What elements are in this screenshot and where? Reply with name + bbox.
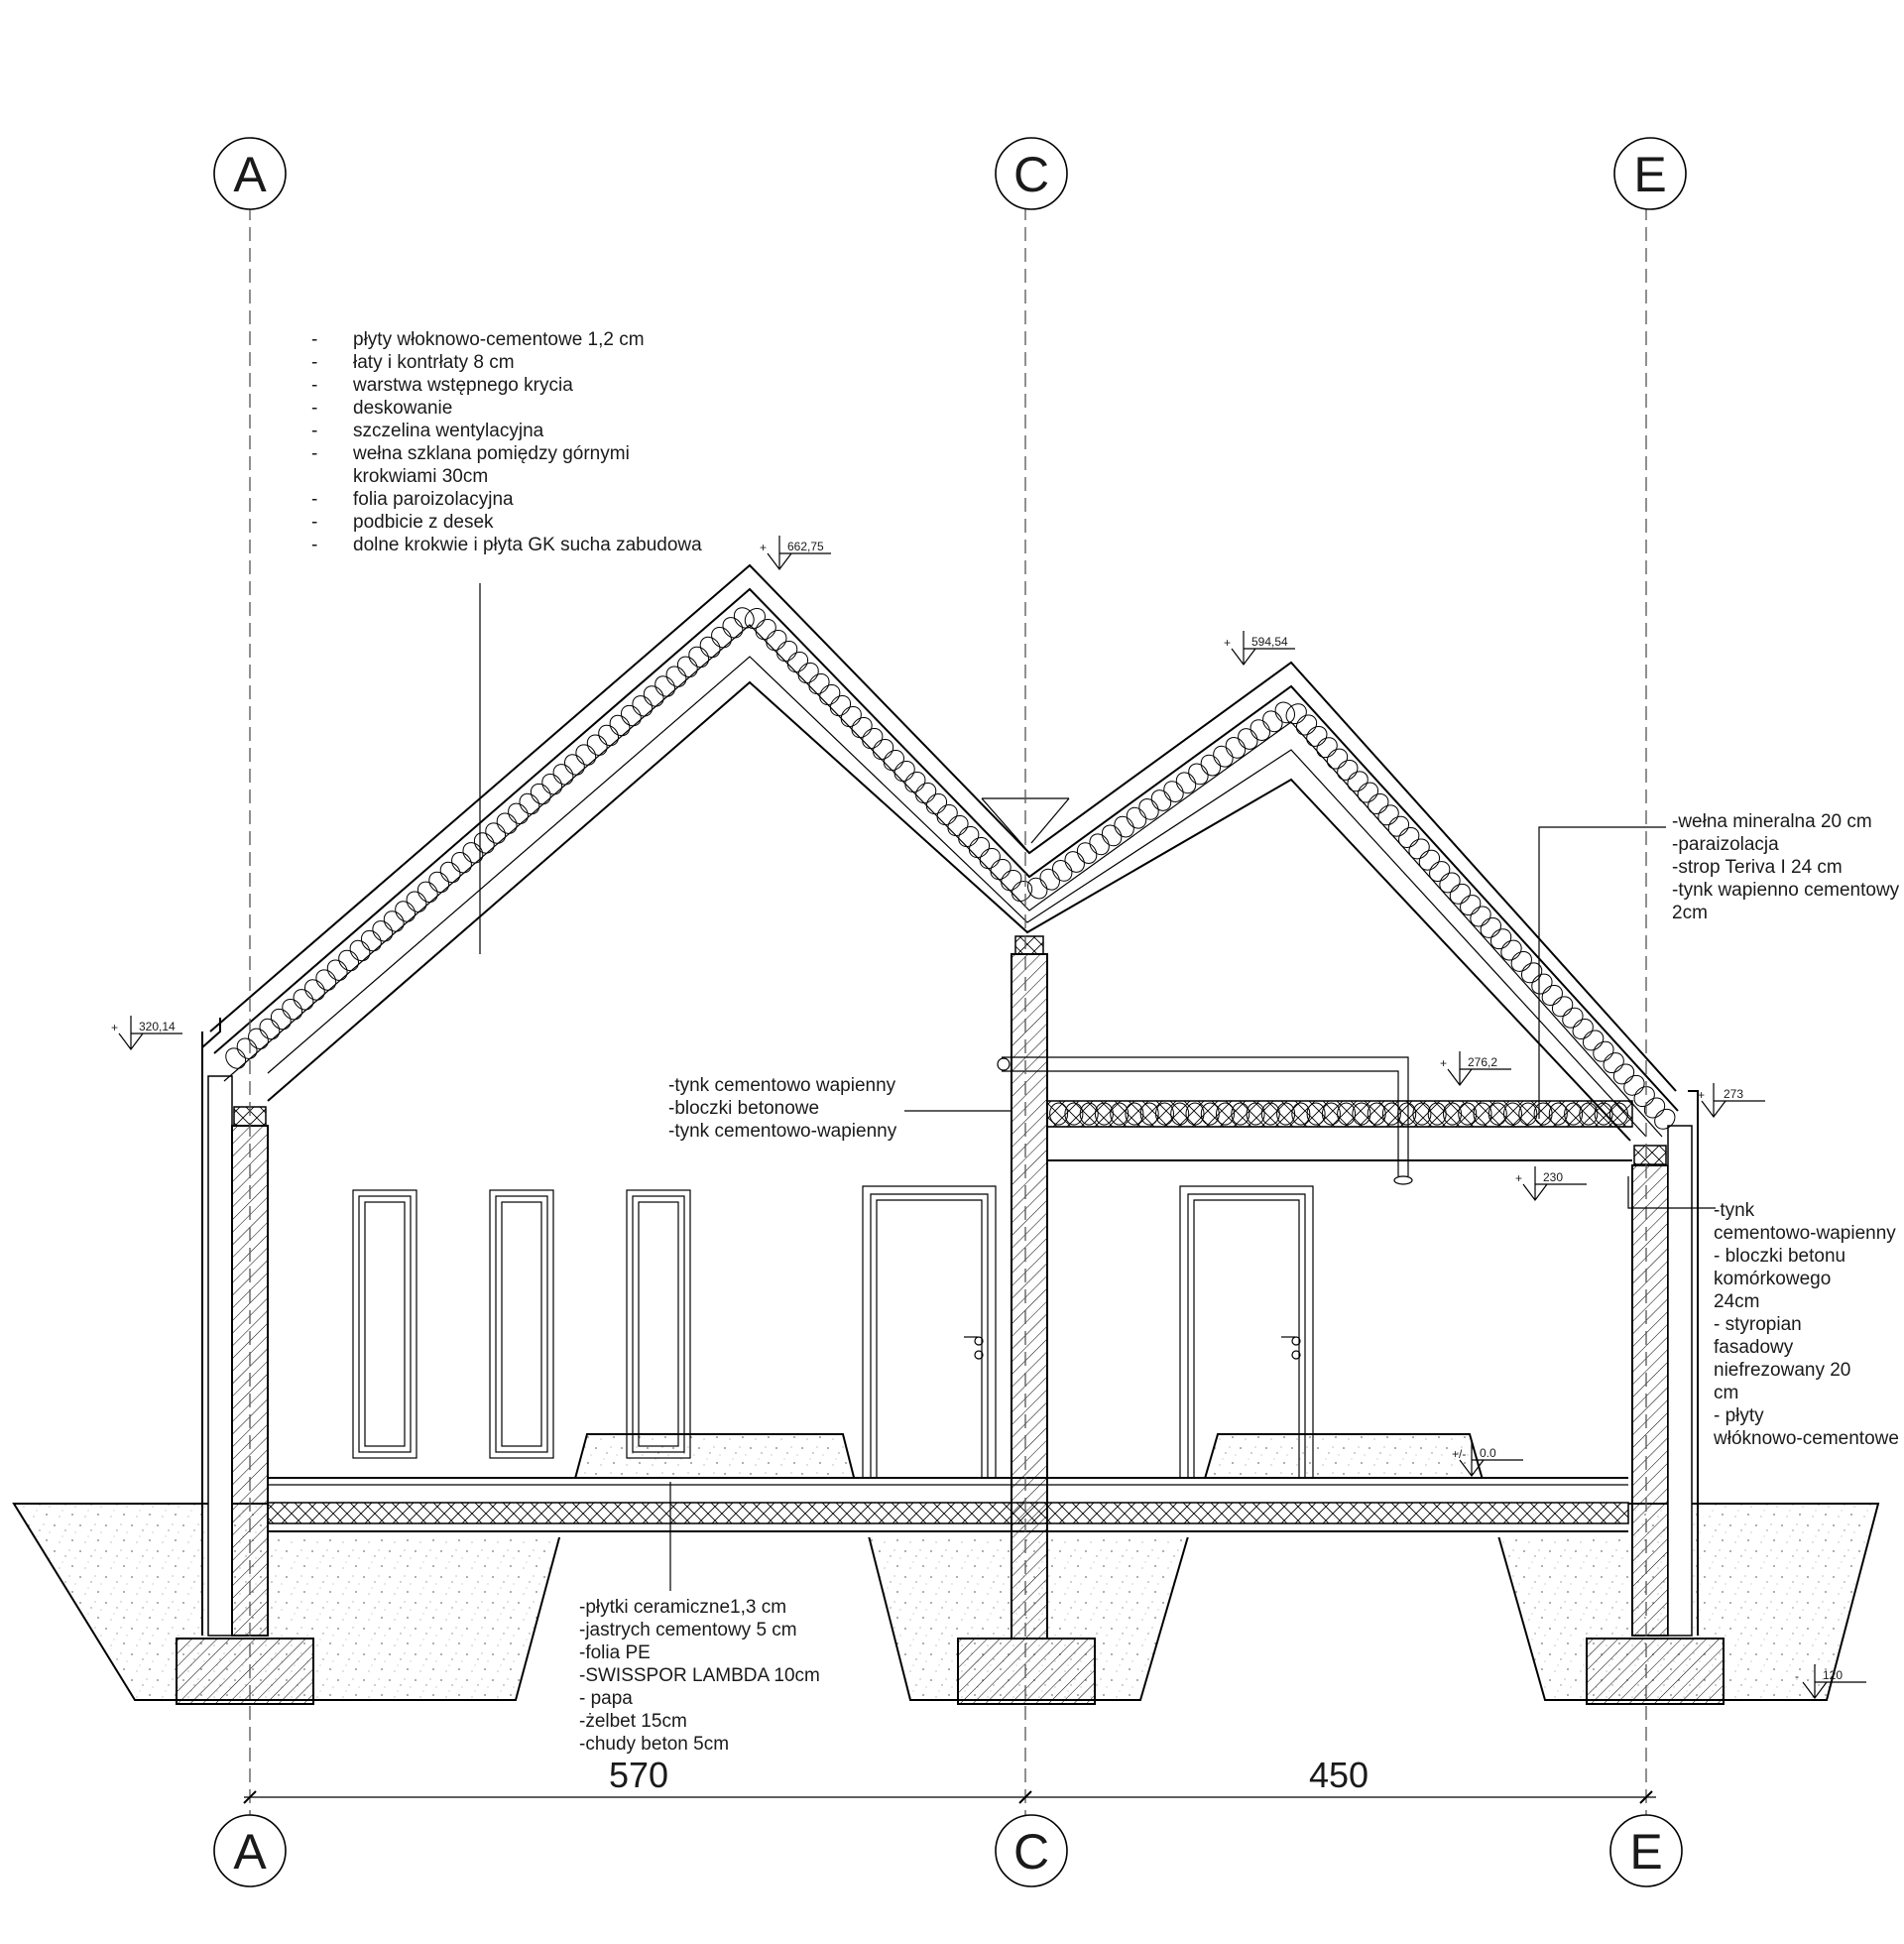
axis-label: A	[233, 147, 267, 202]
insulation-loop	[965, 833, 993, 861]
svg-text:-tynk cementowo-wapienny: -tynk cementowo-wapienny	[668, 1121, 897, 1142]
svg-text:-: -	[311, 535, 318, 555]
window-1	[353, 1190, 416, 1458]
svg-text:320,14: 320,14	[139, 1020, 176, 1033]
roof-left	[210, 565, 1678, 1141]
svg-text:0.0: 0.0	[1480, 1446, 1496, 1460]
svg-text:fasadowy: fasadowy	[1714, 1337, 1794, 1358]
svg-text:+: +	[1515, 1171, 1523, 1185]
insulation-loop	[869, 735, 896, 763]
footing-e	[1587, 1639, 1724, 1704]
insulation-loop	[1569, 1015, 1597, 1042]
svg-text:+: +	[760, 541, 768, 554]
svg-text:cm: cm	[1714, 1383, 1739, 1403]
insulation-loop	[891, 757, 918, 785]
insulation-loop	[944, 811, 972, 839]
insulation-loop	[1590, 1037, 1617, 1065]
insulation-loop	[1507, 947, 1535, 975]
axis-bubble-c-top	[996, 138, 1067, 209]
svg-text:273: 273	[1724, 1087, 1744, 1101]
wall-left-insulation	[208, 1076, 232, 1636]
svg-text:dolne krokwie i płyta GK sucha: dolne krokwie i płyta GK sucha zabudowa	[353, 535, 702, 555]
svg-text:594,54: 594,54	[1251, 635, 1288, 649]
svg-text:-tynk wapienno cementowy: -tynk wapienno cementowy	[1672, 880, 1900, 901]
insulation-loop	[922, 790, 950, 817]
svg-text:-: -	[311, 398, 318, 419]
svg-text:24cm: 24cm	[1714, 1291, 1760, 1312]
note-roof	[311, 329, 702, 555]
insulation-loop	[976, 844, 1004, 872]
level-marker	[111, 1016, 182, 1049]
svg-text:-SWISSPOR LAMBDA 10cm: -SWISSPOR LAMBDA 10cm	[579, 1665, 820, 1686]
svg-text:-żelbet 15cm: -żelbet 15cm	[579, 1711, 687, 1732]
insulation-loop	[1457, 892, 1485, 919]
insulation-loop	[816, 680, 844, 708]
insulation-loop	[1467, 903, 1494, 930]
svg-text:+: +	[1224, 636, 1232, 650]
svg-text:cementowo-wapienny: cementowo-wapienny	[1714, 1223, 1896, 1244]
insulation-loop	[826, 691, 854, 719]
insulation-loop	[912, 779, 940, 806]
level-marker	[1224, 631, 1295, 665]
floor-insulation	[268, 1503, 1628, 1523]
svg-text:-chudy beton 5cm: -chudy beton 5cm	[579, 1734, 730, 1755]
svg-text:szczelina wentylacyjna: szczelina wentylacyjna	[353, 421, 544, 441]
insulation-loop	[1395, 823, 1423, 851]
dimension-450: 450	[1308, 1755, 1369, 1795]
eave-right	[1688, 1091, 1698, 1111]
svg-text:niefrezowany 20: niefrezowany 20	[1714, 1360, 1851, 1381]
axis-bubble-e-top	[1614, 138, 1686, 209]
axis-bubble-a-bottom	[214, 1815, 286, 1886]
note-ceiling	[1672, 811, 1900, 923]
insulation-loop	[859, 724, 887, 752]
svg-text:komórkowego: komórkowego	[1714, 1269, 1832, 1289]
insulation-loop	[794, 659, 822, 686]
svg-text:120: 120	[1823, 1668, 1844, 1682]
axis-label: C	[1012, 1824, 1050, 1880]
svg-text:-tynk: -tynk	[1714, 1200, 1755, 1221]
svg-text:folia paroizolacyjna: folia paroizolacyjna	[353, 489, 514, 510]
svg-text:włóknowo-cementowe: włóknowo-cementowe	[1714, 1428, 1899, 1449]
dimension-570: 570	[608, 1755, 669, 1795]
svg-text:krokwiami 30cm: krokwiami 30cm	[353, 466, 489, 487]
wall-right-insulation	[1668, 1126, 1692, 1636]
svg-text:2cm: 2cm	[1672, 903, 1708, 923]
note-floor	[579, 1597, 820, 1755]
svg-text:-: -	[311, 443, 318, 464]
insulation-loop	[987, 855, 1014, 883]
insulation-loop	[880, 746, 907, 774]
insulation-loop	[783, 648, 811, 675]
insulation-loop	[955, 822, 983, 850]
level-marker	[760, 536, 831, 569]
svg-text:-tynk cementowo wapienny: -tynk cementowo wapienny	[668, 1075, 896, 1096]
level-marker	[1515, 1166, 1587, 1200]
svg-text:podbicie z desek: podbicie z desek	[353, 512, 494, 533]
svg-text:-: -	[311, 375, 318, 396]
axis-label: E	[1629, 1824, 1663, 1880]
insulation-loop	[933, 800, 961, 828]
svg-text:wełna szklana pomiędzy górnymi: wełna szklana pomiędzy górnymi	[353, 443, 630, 464]
axis-bubble-c-bottom	[996, 1815, 1067, 1886]
window-2	[490, 1190, 553, 1458]
axis-bubble-e-bottom	[1610, 1815, 1682, 1886]
svg-text:230: 230	[1543, 1170, 1564, 1184]
svg-text:+: +	[1440, 1056, 1448, 1070]
svg-text:- płyty: - płyty	[1714, 1405, 1764, 1426]
insulation-loop	[837, 702, 865, 730]
insulation-loop	[1600, 1049, 1627, 1077]
insulation-loop	[1517, 959, 1545, 987]
insulation-loop	[1477, 913, 1504, 941]
insulation-loop	[805, 669, 833, 697]
insulation-loop	[848, 713, 876, 741]
svg-text:warstwa wstępnego krycia: warstwa wstępnego krycia	[353, 375, 573, 396]
note-inner-wall	[668, 1075, 897, 1142]
footing-c	[958, 1639, 1095, 1704]
svg-text:-folia PE: -folia PE	[579, 1642, 651, 1663]
svg-text:-jastrych cementowy 5 cm: -jastrych cementowy 5 cm	[579, 1620, 797, 1640]
insulation-loop	[1559, 1004, 1587, 1032]
svg-text:662,75: 662,75	[787, 540, 824, 553]
insulation-loop	[1436, 869, 1464, 897]
insulation-loop	[1487, 925, 1514, 953]
svg-text:deskowanie: deskowanie	[353, 398, 453, 419]
insulation-loop	[752, 615, 779, 643]
svg-text:- styropian: - styropian	[1714, 1314, 1802, 1335]
svg-text:-strop Teriva I 24 cm: -strop Teriva I 24 cm	[1672, 857, 1843, 878]
insulation-loop	[1548, 993, 1576, 1021]
svg-text:+: +	[1698, 1088, 1706, 1102]
axis-label: C	[1012, 147, 1050, 202]
svg-text:- papa: - papa	[579, 1688, 633, 1709]
svg-text:-: -	[311, 489, 318, 510]
svg-text:-paraizolacja: -paraizolacja	[1672, 834, 1779, 855]
svg-text:- bloczki betonu: - bloczki betonu	[1714, 1246, 1846, 1267]
insulation-loop	[1528, 970, 1556, 998]
svg-text:-: -	[311, 329, 318, 350]
insulation-loop	[998, 866, 1025, 894]
svg-text:-: -	[311, 421, 318, 441]
svg-text:276,2: 276,2	[1468, 1055, 1498, 1069]
insulation-loop	[1497, 936, 1525, 964]
svg-text:-wełna mineralna 20 cm: -wełna mineralna 20 cm	[1672, 811, 1872, 832]
window-3	[627, 1190, 690, 1458]
wall-center-cap	[1015, 936, 1043, 954]
svg-text:+/-: +/-	[1452, 1447, 1467, 1461]
insulation-loop	[1008, 877, 1035, 905]
insulation-loop	[1446, 880, 1474, 908]
svg-text:-: -	[311, 352, 318, 373]
svg-text:-płytki ceramiczne1,3 cm: -płytki ceramiczne1,3 cm	[579, 1597, 787, 1618]
svg-text:+: +	[111, 1021, 119, 1034]
axis-label: A	[233, 1824, 267, 1880]
insulation-loop	[1426, 858, 1454, 886]
level-marker	[1698, 1083, 1765, 1117]
svg-text:płyty włoknowo-cementowe 1,2 c: płyty włoknowo-cementowe 1,2 cm	[353, 329, 645, 350]
svg-text:-: -	[311, 512, 318, 533]
insulation-loop	[1384, 812, 1412, 840]
insulation-loop	[763, 626, 790, 654]
dimension-line	[244, 1755, 1656, 1803]
svg-text:-bloczki betonowe: -bloczki betonowe	[668, 1098, 820, 1119]
footing-a	[177, 1639, 313, 1704]
svg-text:łaty i kontrłaty 8 cm: łaty i kontrłaty 8 cm	[353, 352, 515, 373]
insulation-loop	[901, 768, 929, 795]
level-marker	[1440, 1051, 1511, 1085]
axis-bubble-a-top	[214, 138, 286, 209]
insulation-loop	[774, 637, 801, 665]
note-outer-wall	[1713, 1200, 1899, 1449]
eave-left	[202, 1018, 220, 1047]
insulation-loop	[1271, 698, 1298, 726]
wall-right-plate	[1634, 1146, 1666, 1164]
door-left	[863, 1186, 996, 1478]
insulation-loop	[1579, 1027, 1606, 1054]
svg-text:-: -	[1795, 1669, 1799, 1683]
insulation-loop	[1538, 981, 1566, 1009]
insulation-loop	[730, 604, 758, 632]
axis-label: E	[1633, 147, 1667, 202]
wall-right-block	[1632, 1165, 1668, 1636]
